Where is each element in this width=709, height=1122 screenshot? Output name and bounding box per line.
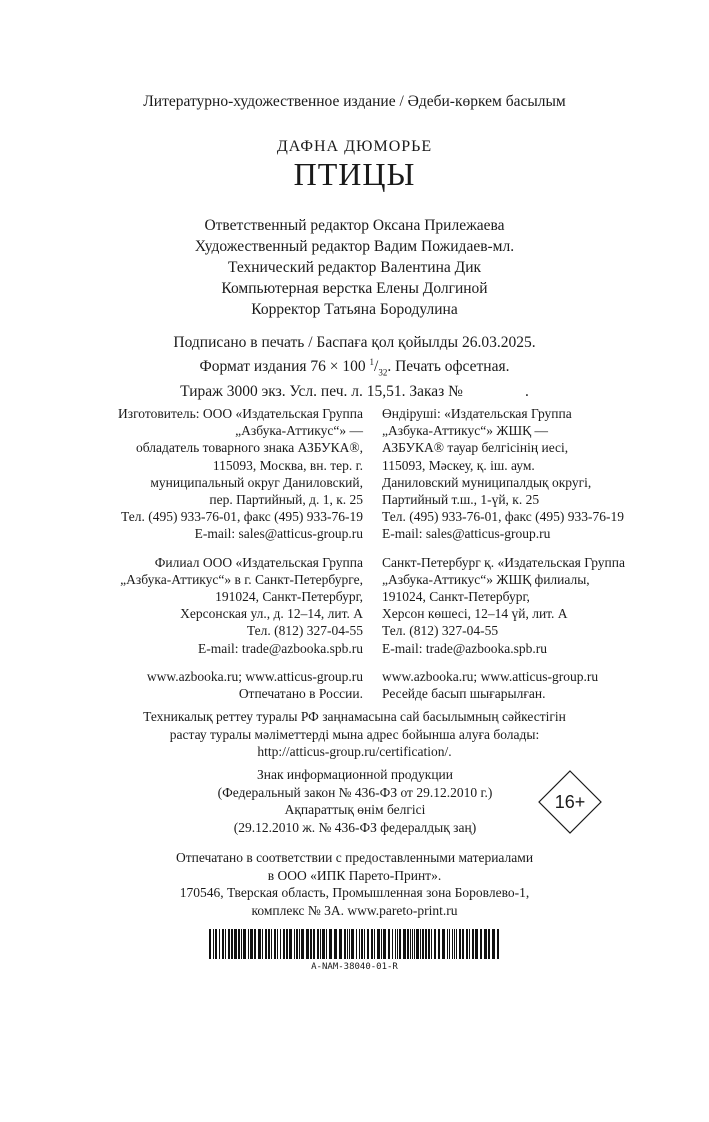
barcode-bar <box>313 929 315 959</box>
barcode-bar <box>289 929 292 959</box>
barcode-bar <box>222 929 224 959</box>
text-line: Отпечатано в соответствии с предоставленными материалами <box>175 850 534 865</box>
barcode-bar <box>277 929 278 959</box>
text-line: 170546, Тверская область, Промышленная зона Боровлево-1, <box>179 885 530 900</box>
barcode-bar <box>428 929 430 959</box>
barcode-bar <box>347 929 348 959</box>
book-title: ПТИЦЫ <box>293 156 416 192</box>
barcode-bar <box>397 929 398 959</box>
format-denominator: 32 <box>378 366 388 377</box>
barcode-bar <box>351 929 354 959</box>
text-line: www.azbooka.ru; www.atticus-group.ru <box>382 668 599 684</box>
barcode-bar <box>274 929 276 959</box>
barcode-bar <box>231 929 233 959</box>
barcode-bar <box>254 929 256 959</box>
text-line: Херсон көшесі, 12–14 үй, лит. А <box>382 606 568 622</box>
barcode-bar <box>215 929 217 959</box>
text-line: Даниловский муниципалдық округі, <box>382 474 592 490</box>
barcode-bar <box>381 929 382 959</box>
barcode-bar <box>447 929 448 959</box>
barcode-bar <box>320 929 321 959</box>
barcode-bar <box>356 929 357 959</box>
text-line: в ООО «ИПК Парето-Принт». <box>267 867 442 883</box>
credit-line: Корректор Татьяна Бородулина <box>251 301 458 318</box>
text-line: „Азбука-Аттикус“» ЖШҚ — <box>382 423 548 439</box>
barcode-bar <box>329 929 332 959</box>
run-end: . <box>524 383 529 401</box>
barcode-bar <box>388 929 390 959</box>
barcode-bar <box>420 929 421 959</box>
format-suffix: . Печать офсетная. <box>387 357 510 375</box>
barcode-bar <box>371 929 373 959</box>
barcode-bar <box>466 929 468 959</box>
text-line: Тел. (812) 327-04-55 <box>246 623 363 639</box>
text-line: Өндіруші: «Издательская Группа <box>382 406 572 421</box>
text-line: Тел. (812) 327-04-55 <box>382 623 499 639</box>
text-line: Техникалық реттеу туралы РФ заңнамасына сай басылымның сәйкестігін <box>143 709 566 724</box>
barcode-bar <box>374 929 375 959</box>
barcode-bar <box>442 929 445 959</box>
barcode-bar <box>262 929 263 959</box>
credits-block <box>0 215 709 320</box>
text-line: Изготовитель: ООО «Издательская Группа <box>118 406 363 421</box>
text-line: (Федеральный закон № 436-ФЗ от 29.12.2010 г.) <box>217 784 493 800</box>
barcode-bar <box>334 929 337 959</box>
web-ru <box>83 668 363 702</box>
barcode-bar <box>416 929 419 959</box>
barcode-bar <box>403 929 406 959</box>
age-rating-text: 16+ <box>554 792 586 812</box>
info-product-sign <box>190 766 520 836</box>
certification-note <box>0 708 709 761</box>
printed-by <box>0 849 709 919</box>
barcode-bar <box>410 929 411 959</box>
barcode-bar <box>271 929 272 959</box>
barcode-bar <box>209 929 211 959</box>
barcode-bar <box>475 929 478 959</box>
barcode-bar <box>228 929 230 959</box>
barcode-bar <box>367 929 369 959</box>
text-line: комплекс № 3А. www.pareto-print.ru <box>251 902 458 918</box>
text-line: Партийный т.ш., 1-үй, к. 25 <box>382 492 540 508</box>
barcode <box>209 929 501 959</box>
web-kz <box>382 668 662 702</box>
barcode-bar <box>296 929 298 959</box>
text-line: Тел. (495) 933-76-01, факс (495) 933-76-19 <box>382 509 625 525</box>
text-line: Филиал ООО «Издательская Группа <box>154 554 363 570</box>
credit-line: Технический редактор Валентина Дик <box>227 259 482 276</box>
barcode-bar <box>469 929 470 959</box>
barcode-bar <box>431 929 432 959</box>
barcode-bar <box>243 929 246 959</box>
barcode-bar <box>349 929 350 959</box>
barcode-bar <box>241 929 242 959</box>
text-line: www.azbooka.ru; www.atticus-group.ru <box>146 668 363 684</box>
text-line: Ресейде басып шығарылған. <box>382 686 546 702</box>
barcode-bar <box>383 929 386 959</box>
barcode-bar <box>422 929 424 959</box>
format-prefix: Формат издания 76 × 100 <box>199 357 366 375</box>
right-column <box>382 405 662 702</box>
credit-line: Компьютерная верстка Елены Долгиной <box>221 280 488 297</box>
barcode-bar <box>219 929 220 959</box>
text-line: E-mail: sales@atticus-group.ru <box>194 526 363 542</box>
barcode-bar <box>392 929 393 959</box>
barcode-bar <box>317 929 319 959</box>
genre-line: Литературно-художественное издание / Әдеби-көркем басылым <box>143 93 566 110</box>
barcode-bar <box>452 929 453 959</box>
barcode-bar <box>412 929 413 959</box>
barcode-bar <box>248 929 249 959</box>
run-line <box>0 382 709 402</box>
barcode-bar <box>280 929 281 959</box>
barcode-bar <box>301 929 304 959</box>
barcode-bar <box>449 929 450 959</box>
barcode-bar <box>344 929 346 959</box>
barcode-bar <box>268 929 270 959</box>
barcode-bar <box>306 929 309 959</box>
format-numerator: 1 <box>369 356 375 367</box>
credit-line: Ответственный редактор Оксана Прилежаева <box>204 217 505 234</box>
barcode-bar <box>294 929 295 959</box>
text-line: Ақпараттық өнім белгісі <box>284 802 426 817</box>
barcode-bar <box>472 929 474 959</box>
barcode-bar <box>265 929 267 959</box>
author-name: ДАФНА ДЮМОРЬЕ <box>276 138 433 155</box>
text-line: E-mail: trade@azbooka.spb.ru <box>198 640 363 656</box>
barcode-bar <box>456 929 457 959</box>
text-line: 115093, Мәскеу, қ. іш. аум. <box>382 457 535 473</box>
credit-line: Художественный редактор Вадим Пожидаев-мл. <box>194 238 515 255</box>
barcode-bar <box>250 929 253 959</box>
age-rating-badge <box>538 770 602 834</box>
barcode-bar <box>359 929 360 959</box>
branch-ru <box>83 554 363 657</box>
text-line: (29.12.2010 ж. № 436-ФЗ федералдық заң) <box>233 819 477 835</box>
barcode-bar <box>310 929 312 959</box>
text-line: Знак информационной продукции <box>256 767 454 782</box>
barcode-bar <box>238 929 240 959</box>
barcode-bar <box>283 929 285 959</box>
barcode-bar <box>326 929 327 959</box>
barcode-bar <box>434 929 436 959</box>
left-column <box>83 405 363 702</box>
signed-line: Подписано в печать / Баспаға қол қойылды 26.03.2025. <box>173 334 536 351</box>
barcode-bar <box>258 929 261 959</box>
barcode-bar <box>339 929 342 959</box>
barcode-bar <box>299 929 300 959</box>
barcode-bar <box>225 929 226 959</box>
manufacturer-kz <box>382 405 662 543</box>
text-line: „Азбука-Аттикус“» в г. Санкт-Петербурге, <box>120 571 363 587</box>
barcode-bar <box>425 929 427 959</box>
barcode-bar <box>395 929 396 959</box>
text-line: растау туралы мәліметтерді мына адрес бойынша алуға болады: <box>169 726 540 742</box>
barcode-bar <box>234 929 237 959</box>
barcode-bar <box>454 929 455 959</box>
barcode-bar <box>377 929 380 959</box>
text-line: муниципальный округ Даниловский, <box>150 474 363 490</box>
text-line: „Азбука-Аттикус“» ЖШҚ филиалы, <box>382 571 590 587</box>
barcode-bar <box>488 929 490 959</box>
branch-kz <box>382 554 662 657</box>
text-line: E-mail: sales@atticus-group.ru <box>382 526 551 542</box>
text-line: 115093, Москва, вн. тер. г. <box>212 457 363 473</box>
barcode-bar <box>364 929 365 959</box>
text-line: E-mail: trade@azbooka.spb.ru <box>382 640 547 656</box>
barcode-bar <box>480 929 482 959</box>
text-line: 191024, Санкт-Петербург, <box>382 589 530 605</box>
barcode-bar <box>286 929 288 959</box>
barcode-bar <box>484 929 487 959</box>
barcode-bar <box>492 929 495 959</box>
barcode-bar <box>361 929 363 959</box>
barcode-bar <box>213 929 214 959</box>
text-line: Санкт-Петербург қ. «Издательская Группа <box>382 554 625 570</box>
barcode-bar <box>322 929 325 959</box>
text-line: пер. Партийный, д. 1, к. 25 <box>209 492 363 508</box>
barcode-text: A-NAM-38040-01-R <box>311 962 398 972</box>
print-info <box>0 333 709 402</box>
manufacturer-ru <box>83 405 363 543</box>
run-text: Тираж 3000 экз. Усл. печ. л. 15,51. Заказ № <box>180 383 463 401</box>
text-line: Херсонская ул., д. 12–14, лит. А <box>180 606 363 622</box>
text-line: Тел. (495) 933-76-01, факс (495) 933-76-19 <box>120 509 363 525</box>
text-line: обладатель товарного знака АЗБУКА®, <box>135 440 363 456</box>
text-line: 191024, Санкт-Петербург, <box>215 589 363 605</box>
barcode-bar <box>497 929 499 959</box>
barcode-bar <box>414 929 415 959</box>
text-line: „Азбука-Аттикус“» — <box>235 423 363 439</box>
text-line: АЗБУКА® тауар белгісінің иесі, <box>382 440 569 456</box>
barcode-bar <box>438 929 440 959</box>
barcode-bar <box>407 929 409 959</box>
text-line: Отпечатано в России. <box>238 686 363 702</box>
format-line: Формат издания 76 × 100 $^1/_{32}$. Печать офсетная. <box>199 356 510 377</box>
barcode-bar <box>462 929 464 959</box>
text-line: http://atticus-group.ru/certification/. <box>257 744 452 759</box>
barcode-bar <box>459 929 461 959</box>
barcode-bar <box>399 929 401 959</box>
